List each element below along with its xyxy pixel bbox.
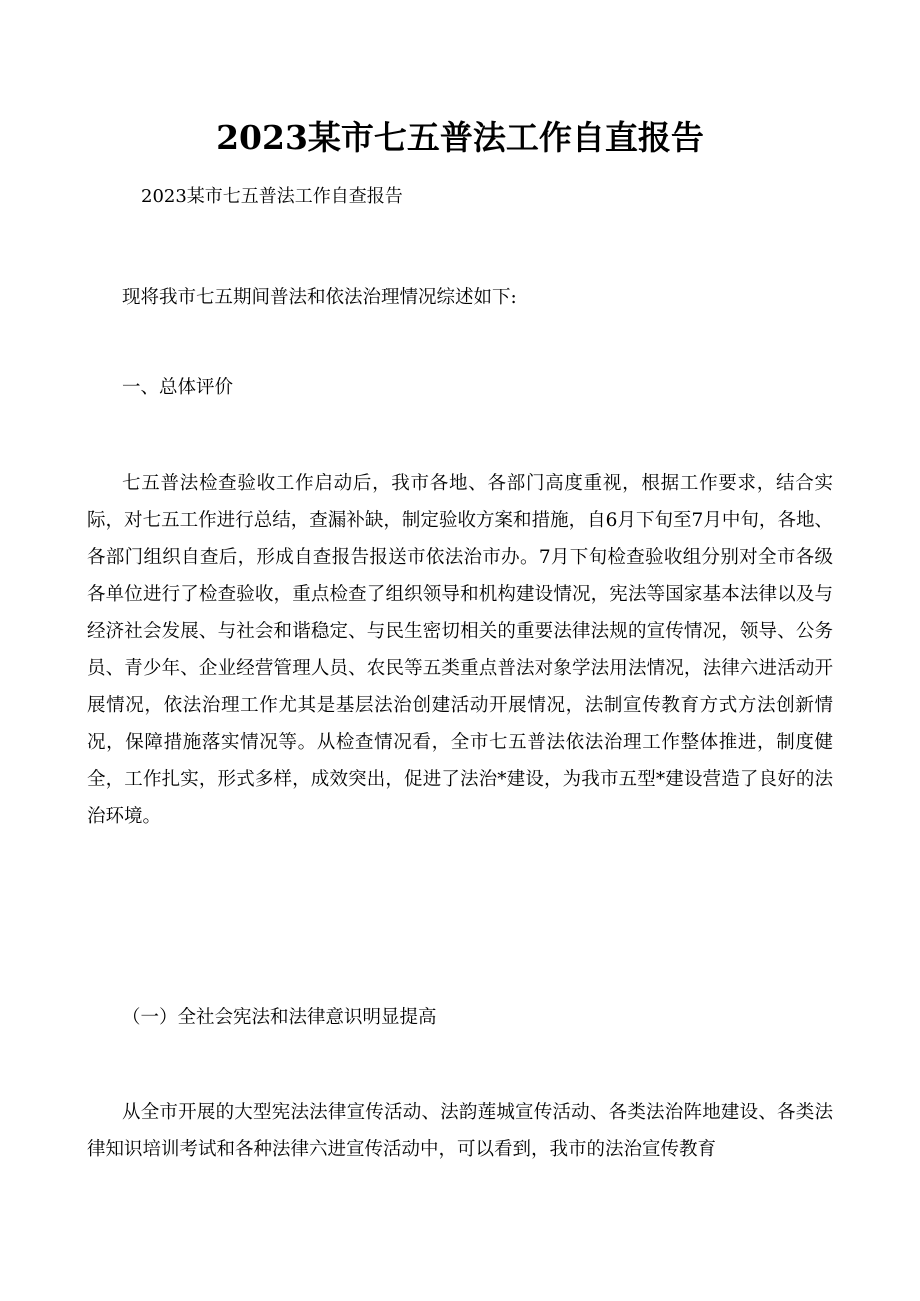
section-heading-overall-evaluation: 一、总体评价 <box>122 377 234 398</box>
subsection-body-awareness: 从全市开展的大型宪法法律宣传活动、法韵莲城宣传活动、各类法治阵地建设、各类法律知识培训考试和各种法律六进宣传活动中，可以看到，我市的法治宣传教育 <box>87 1102 833 1160</box>
document-subtitle: 2023某市七五普法工作自查报告 <box>141 186 403 207</box>
section-body-overall-evaluation: 七五普法检查验收工作启动后，我市各地、各部门高度重视，根据工作要求，结合实际，对七五工作进行总结，查漏补缺，制定验收方案和措施，自6月下旬至7月中旬，各地、各部门组织自查后，形成自查报告报送市依法治市办。7月下旬检查验收组分别对全市各级各单位进行了检查验收，重点检查了组织领导和机构建设情况，宪法等国家基本法律以及与经济社会发展、与社会和谐稳定、与民生密切相关的重要法律法规的宣传情况，领导、公务员、青少年、企业经营管理人员、农民等五类重点普法对象学法用法情况，法律六进活动开展情况，依法治理工作尤其是基层法治创建活动开展情况，法制宣传教育方式方法创新情况，保障措施落实情况等。从检查情况看，全市七五普法依法治理工作整体推进，制度健全，工作扎实，形式多样，成效突出，促进了法治*建设，为我市五型*建设营造了良好的法治环境。 <box>87 473 833 827</box>
document-title: 2023某市七五普法工作自直报告 <box>216 118 704 157</box>
subsection-heading-awareness: （一）全社会宪法和法律意识明显提高 <box>122 1007 437 1028</box>
intro-paragraph: 现将我市七五期间普法和依法治理情况综述如下: <box>122 287 517 308</box>
